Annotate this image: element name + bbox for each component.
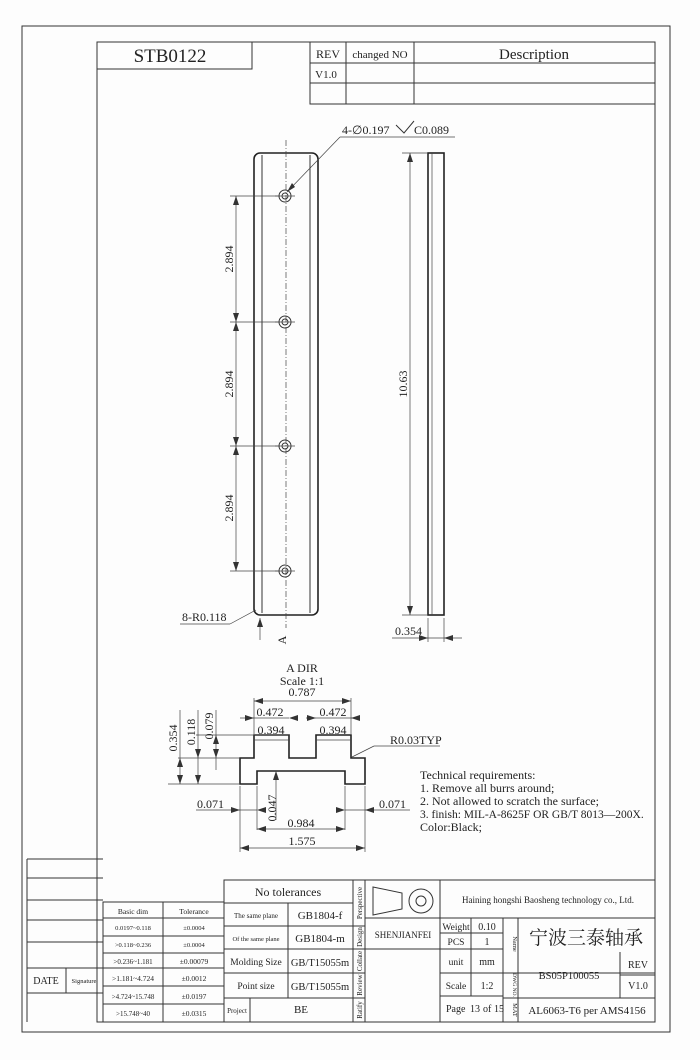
tolerance-row-basic: 0.0197~0.118 (115, 925, 151, 932)
rev-value: V1.0 (315, 69, 337, 81)
base-thickness-dim: 0.047 (265, 794, 279, 822)
no-tol-label: The same plane (234, 912, 278, 920)
title-code: STB0122 (133, 46, 207, 67)
height-total-dim: 0.354 (166, 724, 180, 752)
lip-right-dim: 0.071 (379, 797, 406, 811)
scale-label: Scale (445, 982, 467, 992)
tech-req-item: 1. Remove all burrs around; (420, 781, 555, 795)
tolerance-row-basic: >1.181~4.724 (111, 974, 155, 983)
no-tol-value: GB/T15055m (290, 982, 350, 993)
designer-name: SHENJIANFEI (374, 930, 432, 940)
hole-callout: 4-∅0.197 (342, 123, 390, 137)
page-indicator (446, 1004, 504, 1015)
length-dim: 10.63 (396, 370, 410, 398)
no-tol-label: Of the same plane (232, 936, 280, 943)
tolerance-row-tol: ±0.0004 (183, 942, 205, 949)
front-view (180, 121, 455, 644)
no-tol-value: GB1804-m (295, 933, 345, 945)
role-labels-column (353, 880, 365, 1022)
no-tolerances-heading: No tolerances (254, 885, 322, 899)
page-total: 15 (494, 1004, 504, 1015)
pitch-dim-2: 2.894 (222, 370, 236, 398)
weight-label: Weight (442, 923, 470, 933)
dwg-label: DWG NO. (511, 973, 517, 997)
height-step-dim: 0.079 (202, 712, 216, 740)
section-marker: A (275, 635, 289, 645)
tolerance-row-basic: >0.118~0.236 (114, 942, 152, 949)
mat-label: MAT (511, 1003, 518, 1017)
section-title: A DIR (286, 661, 318, 675)
overall-width-dim: 1.575 (288, 834, 316, 848)
page-current: 13 (470, 1004, 480, 1015)
unit-value: mm (479, 957, 495, 968)
weight-value: 0.10 (478, 922, 496, 933)
collate-label: Collate (356, 950, 364, 972)
unit-label: unit (448, 958, 464, 968)
inner-left-dim: 0.394 (257, 723, 285, 737)
tech-req-item: 2. Not allowed to scratch the surface; (420, 794, 599, 808)
tech-req-heading: Technical requirements: (420, 768, 536, 782)
chamfer-symbol (396, 121, 414, 133)
no-tolerances-table (224, 880, 353, 1022)
title-block (365, 880, 655, 1022)
part-name: 宁波三泰轴承 (528, 928, 644, 949)
tolerance-row-tol: ±0.0012 (181, 974, 207, 983)
tolerance-row-tol: ±0.00079 (179, 957, 209, 966)
tolerance-header: Tolerance (179, 907, 209, 916)
technical-requirements (420, 768, 644, 834)
ratify-label: Ratify (356, 1001, 364, 1019)
section-view (166, 661, 442, 852)
pcs-label: PCS (447, 938, 465, 948)
rev-header: REV (316, 47, 340, 61)
mounting-holes (275, 190, 295, 577)
inner-width-dim: 0.984 (287, 816, 315, 830)
perspective-label: Perspective (356, 886, 364, 920)
corner-radius-callout: 8-R0.118 (182, 610, 227, 624)
pitch-dim-1: 2.894 (222, 245, 236, 273)
company-name: Haining hongshi Baosheng technology co., Ltd. (462, 895, 634, 905)
name-label: Name (511, 936, 518, 952)
side-view (392, 153, 462, 642)
projection-symbol (373, 887, 433, 915)
review-label: Review (356, 974, 364, 996)
tolerance-table (103, 902, 224, 1022)
radius-note: R0.03TYP (390, 733, 442, 747)
no-tol-value: GB1804-f (297, 910, 343, 922)
scale-value: 1:2 (480, 981, 494, 992)
pitch-dim-3: 2.894 (222, 494, 236, 522)
description-header: Description (499, 47, 569, 63)
signature-label: Signature (71, 978, 97, 985)
dwg-number: BS05P100055 (538, 971, 600, 982)
material-spec: AL6063-T6 per AMS4156 (528, 1005, 646, 1017)
tolerance-row-basic: >4.724~15.748 (111, 993, 155, 1001)
rail-side-outline (428, 153, 444, 615)
section-scale: Scale 1:1 (279, 674, 325, 688)
tolerance-row-basic: >15.748~40 (116, 1010, 150, 1018)
page-label: Page (446, 1004, 466, 1015)
tech-req-item: Color:Black; (420, 820, 482, 834)
design-label: Design (356, 927, 364, 947)
project-value: BE (293, 1004, 309, 1016)
tolerance-row-tol: ±0.0315 (181, 1009, 207, 1018)
tolerance-row-basic: >0.236~1.181 (113, 958, 153, 966)
lip-left-dim: 0.071 (197, 797, 224, 811)
changed-no-header: changed NO (352, 49, 408, 61)
sheet-border (22, 26, 670, 1032)
thickness-dim: 0.354 (395, 624, 422, 638)
drawing-frame (97, 42, 655, 1022)
slot-left-dim: 0.472 (256, 705, 284, 719)
slot-right-dim: 0.472 (319, 705, 347, 719)
section-profile (240, 735, 365, 784)
height-mid-dim: 0.118 (184, 718, 198, 746)
date-label: DATE (33, 976, 59, 987)
revision-table (310, 42, 655, 104)
no-tol-value: GB/T15055m (290, 958, 350, 969)
tolerance-row-tol: ±0.0197 (181, 992, 207, 1001)
inner-right-dim: 0.394 (319, 723, 347, 737)
project-label: Project (227, 1007, 247, 1015)
no-tol-label: Molding Size (230, 958, 282, 968)
rev-label-block: REV (628, 960, 648, 971)
basic-dim-header: Basic dim (117, 907, 149, 916)
no-tol-label: Point size (237, 982, 275, 992)
pcs-value: 1 (484, 937, 490, 948)
rev-value-block: V1.0 (628, 981, 648, 992)
tech-req-item: 3. finish: MIL-A-8625F OR GB/T 8013—200X. (420, 809, 644, 821)
overall-top-dim: 0.787 (288, 685, 316, 699)
chamfer-callout: C0.089 (414, 123, 450, 137)
page-of: of (483, 1004, 492, 1015)
tolerance-row-tol: ±0.0004 (183, 925, 205, 932)
